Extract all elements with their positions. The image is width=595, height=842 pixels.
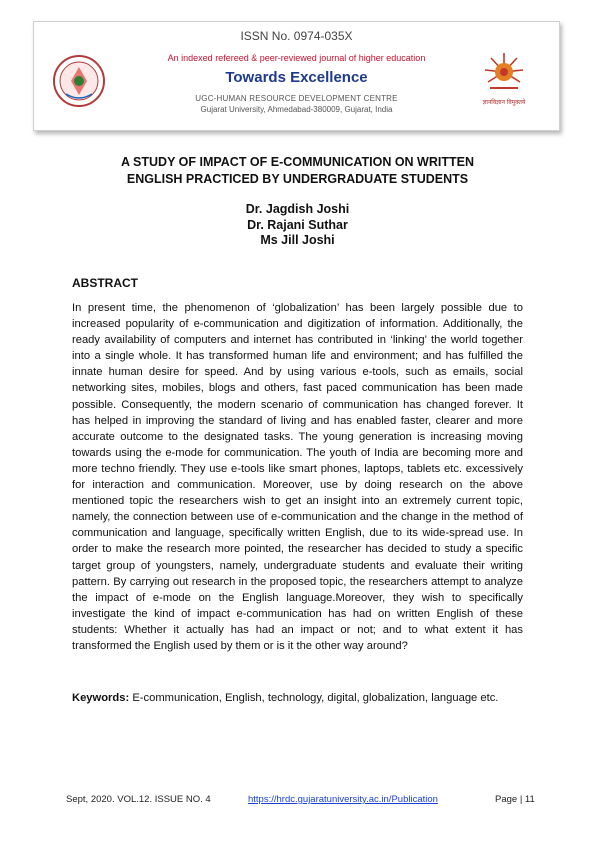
footer-issue: Sept, 2020. VOL.12. ISSUE NO. 4	[66, 794, 211, 805]
author-2: Dr. Rajani Suthar	[247, 218, 348, 232]
abstract-heading: ABSTRACT	[72, 276, 138, 290]
journal-tagline: An indexed refereed & peer-reviewed journal of higher education	[167, 53, 426, 63]
author-3: Ms Jill Joshi	[260, 233, 335, 247]
keywords-paragraph	[72, 690, 523, 706]
paper-title-line-2: ENGLISH PRACTICED BY UNDERGRADUATE STUDENTS	[126, 172, 469, 186]
keywords-list: E-communication, English, technology, digital, globalization, language etc.	[132, 692, 499, 704]
author-1: Dr. Jagdish Joshi	[245, 202, 350, 216]
keywords-label: Keywords:	[72, 692, 130, 704]
journal-header	[33, 21, 560, 131]
footer-publication-link[interactable]: https://hrdc.gujaratuniversity.ac.in/Publication	[248, 794, 438, 805]
journal-name: Towards Excellence	[225, 69, 368, 86]
paper-title	[60, 154, 535, 188]
centre-name: UGC-HUMAN RESOURCE DEVELOPMENT CENTRE	[195, 94, 398, 103]
abstract-text: In present time, the phenomenon of ‘globalization’ has been largely possible due to increased popularity of e-communication and digitization of information. Additionally, the ready availability of computers and internet has contributed in ‘linking’ the world together into a single whole. It has transformed human life and environment; and has fulfilled the innate human desire for speed. And by using various e-tools, such as emails, social networking sites, mobiles, blogs and others, fast paced communication has been made possible. Consequently, the modern scenario of communication has changed forever. It has helped in improving the standard of living and has enabled faster, clearer and more accurate outcome to the designated tasks. The young generation is increasing moving towards using the e-mode for communication. The youth of India are becoming more and more techno friendly. They use e-tools like smart phones, laptops, tablets etc. excessively for interaction and communication. Moreover, use by doing research on the above mentioned topic the researchers wish to get an insight into an extremely current topic, namely, the connection between use of e-communication and the change in the method of communication and language, specifically written English, due to its wide-spread use. In order to make the research more pointed, the researcher has decided to study a specific target group of youngsters, namely, undergraduate students and evaluate their writing pattern. By carrying out research in the proposed topic, the researchers attempt to analyze the impact of e-mode on the English language.Moreover, they wish to specifically investigate the kind of impact e-communication has had on written English of these students: Whether it actually has had an impact or not; and to what extent it has transformed the English used by them or is it the other way around?	[72, 302, 523, 652]
issn-number: ISSN No. 0974-035X	[240, 29, 353, 43]
centre-address: Gujarat University, Ahmedabad-380009, Gujarat, India	[200, 105, 393, 114]
ugc-logo-icon	[482, 50, 526, 94]
paper-title-line-1: A STUDY OF IMPACT OF E-COMMUNICATION ON WRITTEN	[121, 155, 474, 169]
footer-page-number: Page | 11	[495, 794, 535, 805]
ugc-logo-caption: ज्ञानविज्ञान विमुक्तये	[482, 99, 526, 106]
